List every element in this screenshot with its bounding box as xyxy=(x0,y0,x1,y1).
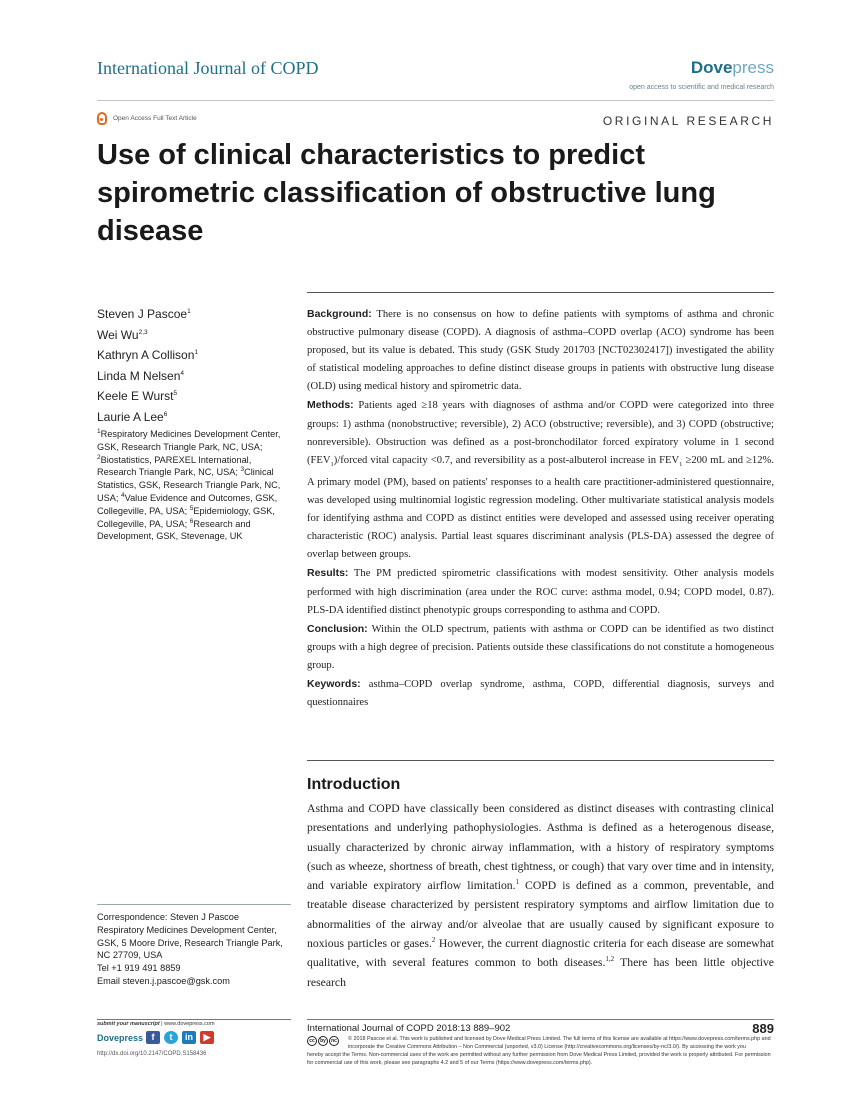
abstract-methods xyxy=(307,396,774,564)
doi-link[interactable]: http://dx.doi.org/10.2147/COPD.S158436 xyxy=(97,1051,207,1057)
affiliation: Research and Development, GSK, Stevenage, UK xyxy=(97,518,251,542)
author xyxy=(97,407,198,428)
publisher-logo[interactable] xyxy=(691,58,774,78)
open-access-label xyxy=(97,112,197,125)
license-text-cont: hereby accept the Terms. Non-commercial uses of the work are permitted without any further permission from Dove Medical Press Limited, provided the work is properly attributed. For permission for commercial use of this work, please see paragraphs 4.2 and 5 of our Terms (https://www.dovepress.com/terms.php). xyxy=(307,1052,771,1066)
section-text: asthma–COPD overlap syndrome, asthma, COPD, differential diagnosis, surveys and questionnaires xyxy=(307,678,774,709)
submit-manuscript-link[interactable] xyxy=(97,1021,215,1027)
author-name: Kathryn A Collison xyxy=(97,348,195,362)
footer-rule-left xyxy=(97,1019,291,1020)
section-label: Background: xyxy=(307,308,372,320)
section-text: ≥200 mL and ≥12%. A primary model (PM), based on patients' responses to a health care practitioner-administered questionnaire, was developed using multinomial logistic regression modeling. Other multivariate statistical analysis models for identifying asthma and COPD as distinct entities were developed and assessed using receiver operating characteristic (ROC) analysis. Partial least squares discriminant analysis (PLS-DA) assessed the degree of overlap between groups. xyxy=(307,454,774,561)
author-affil-ref: 5 xyxy=(173,390,178,397)
correspondence xyxy=(97,911,291,988)
subscript: 1 xyxy=(330,460,334,468)
affiliation: Biostatistics, PAREXEL International, Research Triangle Park, NC, USA; xyxy=(97,454,252,478)
author-list xyxy=(97,304,198,427)
author xyxy=(97,345,198,366)
open-access-text: Open Access Full Text Article xyxy=(113,115,197,122)
abstract-bottom-rule xyxy=(307,760,774,761)
body-text: Asthma and COPD have classically been considered as distinct diseases with contrasting clinical presentations and underlying pathophysiologies. Asthma is defined as a heterogenous disease, usually characterized by chronic airway inflammation, with a history of respiratory symptoms (such as wheeze, shortness of breath, chest tightness, or cough) that vary over time and in intensity, and variable expiratory airflow limitation. xyxy=(307,802,774,893)
body-text: COPD is defined as a common, preventable, and treatable disease characterized by persistent respiratory symptoms and airflow limitation due to abnormalities of the airway and/or alveolae that are usually caused by significant exposure to noxious particles or gases. xyxy=(307,879,774,951)
footer-rule-right xyxy=(307,1019,774,1020)
author-affil-ref: 1 xyxy=(194,349,199,356)
section-text: There is no consensus on how to define patients with symptoms of asthma and chronic obstructive pulmonary disease (COPD). A diagnosis of asthma–COPD overlap (ACO) syndrome has been proposed, but its value is debated. This study (GSK Study 201703 [NCT02302417]) investigated the ability of statistical modeling approaches to define distinct disease groups in patients with obstructive lung disease (OLD) using medical history and spirometric data. xyxy=(307,309,774,393)
section-text: The PM predicted spirometric classifications with modest sensitivity. Other analysis models performed with high discrimination (area under the ROC curve: asthma model, 0.94; COPD model, 0.87). PLS-DA identified distinct phenotypic groups corresponding to asthma and COPD. xyxy=(307,568,774,616)
abstract-keywords xyxy=(307,675,774,712)
author-affil-ref: 2,3 xyxy=(138,328,148,336)
journal-citation: International Journal of COPD 2018:13 889–902 xyxy=(307,1023,511,1034)
citation-ref[interactable]: 1,2 xyxy=(605,955,615,964)
citation-ref[interactable]: 2 xyxy=(431,936,436,945)
section-label: Methods: xyxy=(307,399,354,412)
abstract xyxy=(307,305,774,712)
affiliation: Clinical Statistics, GSK, Research Triangle Park, NC, USA; xyxy=(97,467,281,503)
affiliation: Value Evidence and Outcomes, GSK, Collegeville, PA, USA; xyxy=(97,492,278,516)
author-name: Steven J Pascoe xyxy=(97,307,188,321)
twitter-icon[interactable]: t xyxy=(164,1031,178,1044)
author-affil-ref: 6 xyxy=(163,410,168,418)
body-text: There has been little objective research xyxy=(307,956,774,989)
author xyxy=(97,386,198,407)
cc-icon: cc xyxy=(307,1036,317,1046)
abstract-top-rule xyxy=(307,292,774,293)
affil-ref: 1 xyxy=(97,427,101,435)
section-text: )/forced vital capacity <0.7, and reversibility as a post-albuterol increase in FEV xyxy=(333,454,680,466)
submit-url: | www.dovepress.com xyxy=(159,1021,215,1027)
abstract-conclusion xyxy=(307,620,774,675)
correspondence-name: Correspondence: Steven J Pascoe xyxy=(97,912,239,922)
article-title: Use of clinical characteristics to predict spirometric classification of obstructive lung disease xyxy=(97,139,716,247)
footer-publisher-logo[interactable]: Dovepress xyxy=(97,1033,144,1043)
author xyxy=(97,366,198,387)
section-label: Conclusion: xyxy=(307,622,368,635)
correspondence-email[interactable]: Email steven.j.pascoe@gsk.com xyxy=(97,975,230,986)
author-affil-ref: 4 xyxy=(180,369,185,377)
author-name: Keele E Wurst xyxy=(97,389,174,403)
journal-title: International Journal of COPD xyxy=(97,58,319,78)
author xyxy=(97,304,198,325)
page-number: 889 xyxy=(752,1021,774,1036)
affiliation: Epidemiology, GSK, Collegeville, PA, USA; xyxy=(97,505,275,529)
intro-heading: Introduction xyxy=(307,776,401,793)
header-divider xyxy=(97,100,774,101)
affil-ref: 6 xyxy=(189,517,194,525)
abstract-results xyxy=(307,564,774,619)
cc-by-icon: by xyxy=(318,1036,328,1046)
open-access-lock-icon xyxy=(97,112,107,125)
linkedin-icon[interactable]: in xyxy=(182,1031,196,1044)
citation-ref[interactable]: 1 xyxy=(515,878,520,887)
correspondence-rule xyxy=(97,904,291,905)
publisher-logo-light: press xyxy=(732,58,774,77)
creative-commons-icon[interactable] xyxy=(307,1036,339,1046)
facebook-icon[interactable]: f xyxy=(146,1031,160,1044)
correspondence-tel: Tel +1 919 491 8859 xyxy=(97,963,181,974)
license-text: © 2018 Pascoe et al. This work is published and licensed by Dove Medical Press Limited. The full terms of this license are available at https://www.dovepress.com/terms.php and incorporate the Creative Commons Attribution – Non Commercial (unported, v3.0) License (http://creativecommons.org/licenses/by-nc/3.0/). By accessing the work you xyxy=(348,1036,771,1050)
subscript: 1 xyxy=(679,460,683,468)
affiliations xyxy=(97,428,291,543)
social-links xyxy=(146,1031,214,1044)
author xyxy=(97,325,198,346)
body-text: However, the current diagnostic criteria for each disease are somewhat qualitative, with several features common to both diseases. xyxy=(307,937,774,970)
intro-paragraph xyxy=(307,799,774,992)
author-name: Linda M Nelsen xyxy=(97,368,181,383)
section-label: Results: xyxy=(307,567,349,580)
cc-nc-icon: nc xyxy=(329,1036,339,1046)
affil-ref: 5 xyxy=(189,504,194,512)
affil-ref: 4 xyxy=(121,491,125,499)
affil-ref: 2 xyxy=(97,453,101,461)
author-name: Wei Wu xyxy=(97,327,139,342)
submit-label: submit your manuscript xyxy=(97,1021,160,1027)
section-text: Patients aged ≥18 years with diagnoses of asthma and/or COPD were categorized into three groups: 1) asthma (nonobstructive; reversible), 2) ACO (obstructive; reversible), and 3) COPD (obstructive; nonreversible). Obstruction was defined as a post-bronchodilator forced expiratory volume in 1 second (FEV xyxy=(307,400,774,466)
article-type: ORIGINAL RESEARCH xyxy=(602,114,774,128)
affil-ref: 3 xyxy=(240,466,245,474)
section-label: Keywords: xyxy=(307,677,361,690)
publisher-tagline: open access to scientific and medical research xyxy=(629,84,774,91)
section-text: Within the OLD spectrum, patients with asthma or COPD can be identified as two distinct groups with a high degree of precision. Patients outside these classifications do not constitute a homogeneous group. xyxy=(307,623,774,671)
youtube-icon[interactable]: ▶ xyxy=(200,1031,214,1044)
author-name: Laurie A Lee xyxy=(97,409,164,424)
author-affil-ref: 1 xyxy=(187,308,191,315)
affiliation: Respiratory Medicines Development Center, GSK, Research Triangle Park, NC, USA; xyxy=(97,429,281,452)
abstract-background xyxy=(307,305,774,396)
correspondence-address: Respiratory Medicines Development Center, GSK, 5 Moore Drive, Research Triangle Park, NC 27709, USA xyxy=(97,924,283,961)
publisher-logo-bold: Dove xyxy=(690,58,733,77)
